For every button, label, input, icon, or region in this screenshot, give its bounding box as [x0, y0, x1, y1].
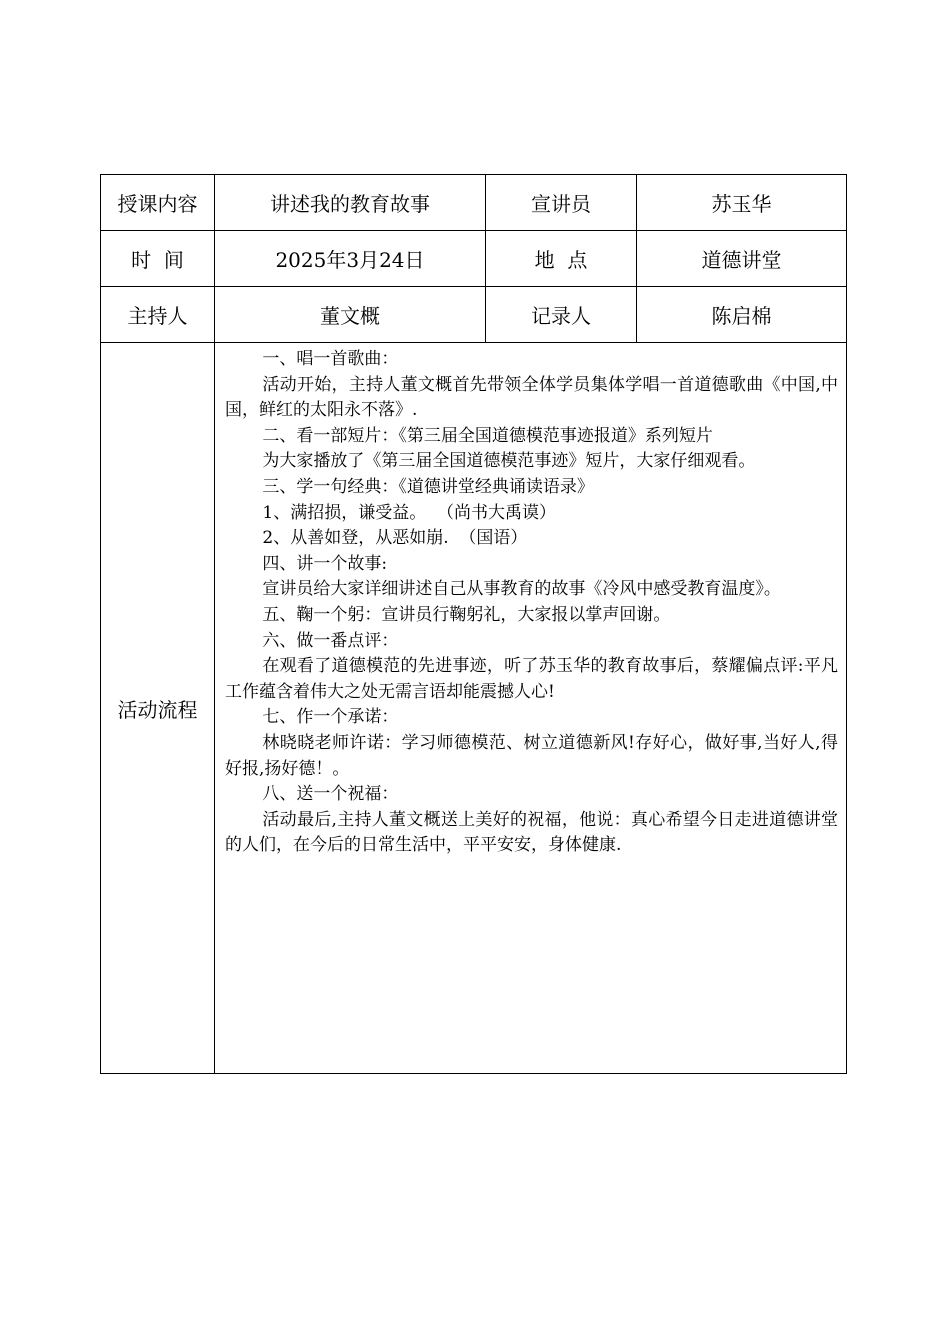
- label-lecturer: 宣讲员: [486, 175, 637, 231]
- flow-line: 2、从善如登，从恶如崩. （国语）: [262, 528, 528, 549]
- flow-line: 二、看一部短片：《第三届全国道德模范事迹报道》系列短片: [262, 425, 713, 446]
- flow-line: 活动开始，主持人董文概首先带领全体学员集体学唱一首道德歌曲《中国,中国，鲜红的太阳永不落》.: [225, 374, 838, 421]
- row-activity-flow: [101, 343, 847, 1074]
- value-lecturer: 苏玉华: [637, 175, 847, 231]
- activity-flow-content: [215, 343, 847, 1074]
- flow-line: 四、讲一个故事:: [262, 553, 388, 574]
- row-course: [101, 175, 847, 231]
- label-place: 地 点: [486, 231, 637, 287]
- value-recorder: 陈启棉: [637, 287, 847, 343]
- value-host: 董文概: [215, 287, 486, 343]
- label-host: 主持人: [101, 287, 215, 343]
- flow-line: 在观看了道德模范的先进事迹，听了苏玉华的教育故事后，蔡耀偏点评:平凡工作蕴含着伟大之处无需言语却能震撼人心!: [225, 656, 838, 702]
- flow-line: 五、鞠一个躬：宣讲员行鞠躬礼，大家报以掌声回谢。: [262, 604, 671, 625]
- label-time: 时 间: [101, 231, 215, 287]
- flow-line: 林晓晓老师许诺：学习师德模范、树立道德新风!存好心，做好事,当好人,得好报,扬好德！。: [225, 732, 838, 779]
- flow-line: 三、学一句经典：《道德讲堂经典诵读语录》: [262, 476, 594, 497]
- flow-line: 活动最后,主持人董文概送上美好的祝福，他说：真心希望今日走进道德讲堂的人们，在今后的日常生活中，平平安安，身体健康.: [225, 809, 838, 856]
- flow-line: 宣讲员给大家详细讲述自己从事教育的故事《冷风中感受教育温度》。: [262, 579, 781, 600]
- row-host-recorder: [101, 287, 847, 343]
- flow-line: 七、作一个承诺：: [262, 707, 399, 728]
- flow-line: 一、唱一首歌曲：: [262, 349, 399, 369]
- label-course-content: 授课内容: [101, 175, 215, 231]
- flow-line: 八、送一个祝福：: [262, 784, 399, 805]
- label-recorder: 记录人: [486, 287, 637, 343]
- flow-line: 1、满招损，谦受益。 （尚书大禹谟）: [262, 502, 557, 523]
- activity-record-table: [100, 174, 847, 1074]
- value-time: 2025年3月24日: [215, 231, 486, 287]
- label-activity-flow: 活动流程: [101, 343, 215, 1074]
- flow-line: 六、做一番点评：: [262, 630, 399, 651]
- value-course-content: 讲述我的教育故事: [215, 175, 486, 231]
- flow-line: 为大家播放了《第三届全国道德模范事迹》短片，大家仔细观看。: [262, 451, 756, 472]
- value-place: 道德讲堂: [637, 231, 847, 287]
- row-time-place: [101, 231, 847, 287]
